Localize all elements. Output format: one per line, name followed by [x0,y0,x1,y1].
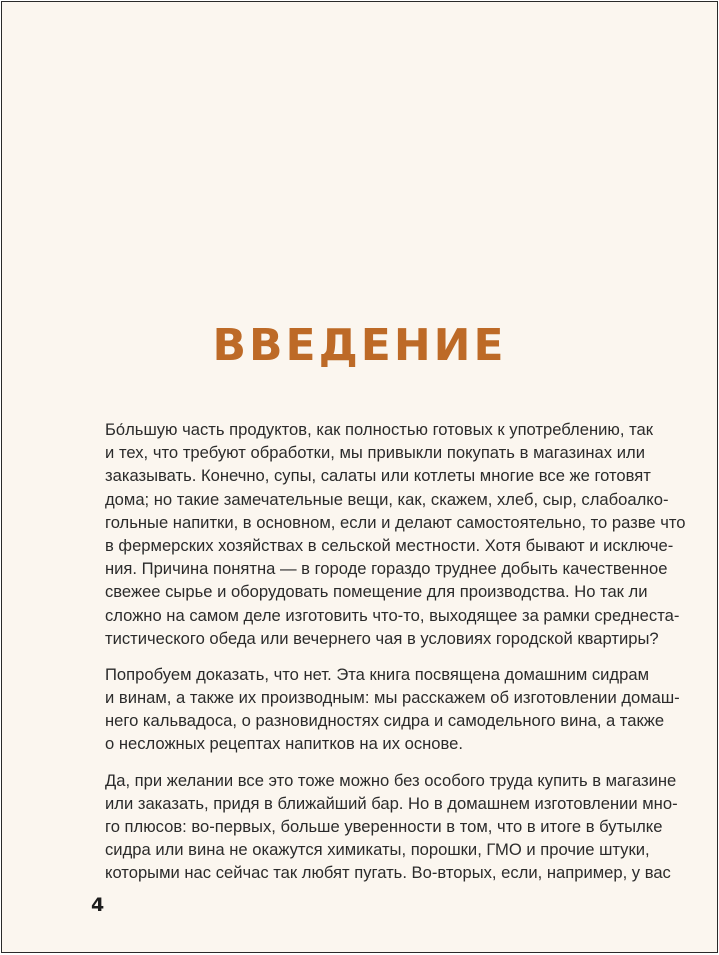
text-line: свежее сырье и оборудовать помещение для производства. Но так ли [105,582,648,602]
text-line: о несложных рецептах напитков на их основе. [105,734,463,754]
paragraph-3 [105,769,678,885]
text-line: тистического обеда или вечернего чая в условиях городской квартиры? [105,628,659,648]
text-line: и винам, а также их производным: мы расскажем об изготовлении домаш- [105,688,680,708]
text-line: Бо́льшую часть продуктов, как полностью готовых к употреблению, так [105,420,653,439]
text-line: которыми нас сейчас так любят пугать. Во-вторых, если, например, у вас [105,863,671,883]
text-line: Да, при желании все это тоже можно без особого труда купить в магазине [105,770,677,790]
text-line: и тех, что требуют обработки, мы привыкли покупать в магазинах или [105,443,645,463]
page-title: ВВЕДЕНИЕ [212,320,507,371]
text-line: Попробуем доказать, что нет. Эта книга посвящена домашним сидрам [105,664,649,684]
text-line: или заказать, придя в ближайший бар. Но в домашнем изготовлении мно- [105,793,678,813]
page-number: 4 [91,894,105,916]
text-line: заказывать. Конечно, супы, салаты или котлеты многие все же готовят [105,466,651,486]
text-line: дома; но такие замечательные вещи, как, скажем, хлеб, сыр, слабоалко- [105,489,669,509]
text-line: в фермерских хозяйствах в сельской местности. Хотя бывают и исключе- [105,535,674,555]
text-line: гольные напитки, в основном, если и делают самостоятельно, то разве что [105,512,686,532]
text-line: него кальвадоса, о разновидностях сидра и самодельного вина, а также [105,711,665,731]
book-page [1,1,718,953]
text-line: го плюсов: во-первых, больше уверенности в том, что в итоге в бутылке [105,817,663,836]
paragraph-1 [105,418,686,650]
text-line: ния. Причина понятна — в городе гораздо труднее добыть качественное [105,559,668,579]
text-line: сидра или вина не окажутся химикаты, порошки, ГМО и прочие штуки, [105,840,650,860]
text-line: сложно на самом деле изготовить что-то, выходящее за рамки среднеста- [105,605,680,625]
body-text [105,418,686,898]
paragraph-2 [105,663,680,756]
